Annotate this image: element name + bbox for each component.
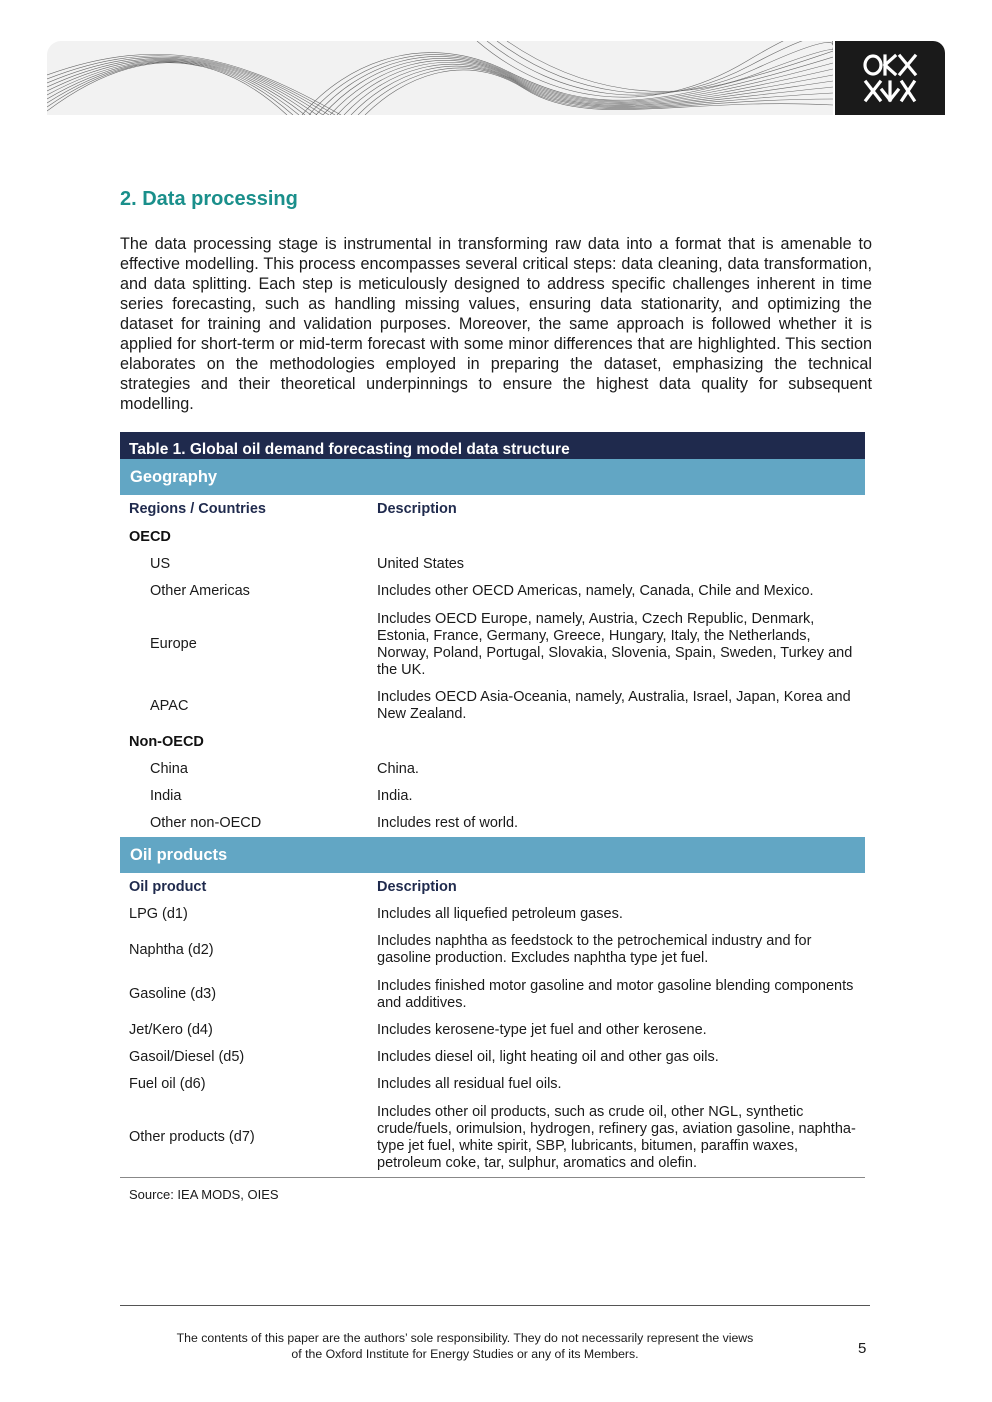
region-name: Other Americas (150, 583, 250, 599)
table-row (120, 1098, 865, 1177)
footer-disclaimer (120, 1330, 810, 1362)
source-note: Source: IEA MODS, OIES (129, 1187, 279, 1202)
section-title: 2. Data processing (120, 188, 298, 210)
region-name: APAC (150, 697, 189, 714)
page-number: 5 (858, 1340, 867, 1357)
group-label: OECD (129, 528, 171, 545)
product-description: Includes all residual fuel oils. (377, 1076, 562, 1092)
disclaimer-line-2: of the Oxford Institute for Energy Studies or any of its Members. (291, 1347, 639, 1361)
column-header-regions: Regions / Countries (129, 501, 266, 517)
product-name: Other products (d7) (129, 1129, 255, 1145)
product-name: LPG (d1) (129, 906, 188, 922)
product-description: Includes all liquefied petroleum gases. (377, 906, 623, 922)
product-description: Includes other oil products, such as crude oil, other NGL, synthetic crude/fuels, orimulsion, hydrogen, refinery gas, aviation gasoline, naphtha-type jet fuel, white spirit, SBP, lubricants, bitumen, paraffin waxes, petroleum coke, tar, sulphur, aromatics and olefin. (377, 1103, 856, 1171)
region-name: Other non-OECD (150, 815, 262, 831)
group-row-oecd (120, 524, 865, 550)
column-header-oil-product: Oil product (129, 878, 207, 895)
table-row (120, 605, 865, 684)
footer-divider (120, 1305, 870, 1306)
product-name: Naphtha (d2) (129, 941, 214, 958)
group-label: Non-OECD (129, 733, 204, 750)
region-name: Europe (150, 636, 197, 652)
product-name: Gasoline (d3) (129, 986, 217, 1002)
column-header-description: Description (377, 501, 457, 517)
table-row (120, 783, 865, 810)
table-row (120, 756, 865, 783)
region-description: Includes OECD Europe, namely, Austria, Czech Republic, Denmark, Estonia, France, Germany, Greece, Hungary, Italy, the Netherlands, Norway, Poland, Portugal, Slovakia, Slovenia, Spain, Sweden, Turkey and the UK. (377, 610, 853, 678)
disclaimer-line-1: The contents of this paper are the authors’ sole responsibility. They do not necessarily represent the views (176, 1331, 754, 1345)
region-name: India (150, 788, 182, 804)
region-description: China. (377, 761, 419, 777)
oies-logo-mark (862, 52, 918, 104)
oies-logo-icon (835, 41, 945, 115)
table-row (120, 684, 865, 728)
wave-lines-decoration (47, 41, 833, 115)
product-name: Jet/Kero (d4) (129, 1022, 213, 1038)
product-description: Includes naphtha as feedstock to the petrochemical industry and for gasoline production. Excludes naphtha type jet fuel. (377, 933, 812, 966)
table-row (120, 901, 865, 928)
table-row (120, 928, 865, 972)
product-description: Includes finished motor gasoline and motor gasoline blending components and additives. (377, 977, 854, 1011)
header-banner (47, 41, 945, 115)
product-name: Fuel oil (d6) (129, 1076, 206, 1092)
region-description: Includes rest of world. (377, 815, 519, 831)
region-description: India. (377, 788, 413, 804)
oil-products-section-header: Oil products (120, 837, 865, 873)
geography-column-headers (120, 495, 865, 524)
region-name: US (150, 555, 171, 572)
region-description: Includes other OECD Americas, namely, Canada, Chile and Mexico. (377, 583, 814, 599)
column-header-description: Description (377, 878, 457, 895)
region-description: Includes OECD Asia-Oceania, namely, Australia, Israel, Japan, Korea and New Zealand. (377, 689, 851, 722)
table-row (120, 1044, 865, 1071)
product-description: Includes diesel oil, light heating oil and other gas oils. (377, 1049, 719, 1065)
table-row (120, 578, 865, 605)
products-column-headers (120, 873, 865, 901)
region-name: China (150, 761, 188, 777)
product-name: Gasoil/Diesel (d5) (129, 1049, 245, 1065)
group-row-non-oecd (120, 728, 865, 756)
region-description: United States (377, 555, 465, 572)
table-row (120, 550, 865, 578)
geography-section-header: Geography (120, 459, 865, 495)
table-row (120, 1017, 865, 1044)
table-row (120, 810, 865, 837)
table-row (120, 972, 865, 1017)
table-bottom-rule (120, 1177, 865, 1178)
table-caption: Table 1. Global oil demand forecasting model data structure (120, 432, 865, 459)
product-description: Includes kerosene-type jet fuel and other kerosene. (377, 1022, 707, 1038)
data-structure-table (120, 432, 865, 1178)
wave-lines-art (47, 41, 833, 115)
table-row (120, 1071, 865, 1098)
intro-paragraph: The data processing stage is instrumental in transforming raw data into a format that is amenable to effective modelling. This process encompasses several critical steps: data cleaning, data transformation, and data splitting. Each step is meticulously designed to address specific challenges inherent in time series forecasting, such as handling missing values, ensuring data stationarity, and optimizing the dataset for training and validation purposes. Moreover, the same approach is followed whether it is applied for short-term or mid-term forecast with some minor differences that are highlighted. This section elaborates on the methodologies employed in preparing the dataset, emphasizing the technical strategies and their theoretical underpinnings to ensure the highest data quality for subsequent modelling. (120, 235, 872, 413)
